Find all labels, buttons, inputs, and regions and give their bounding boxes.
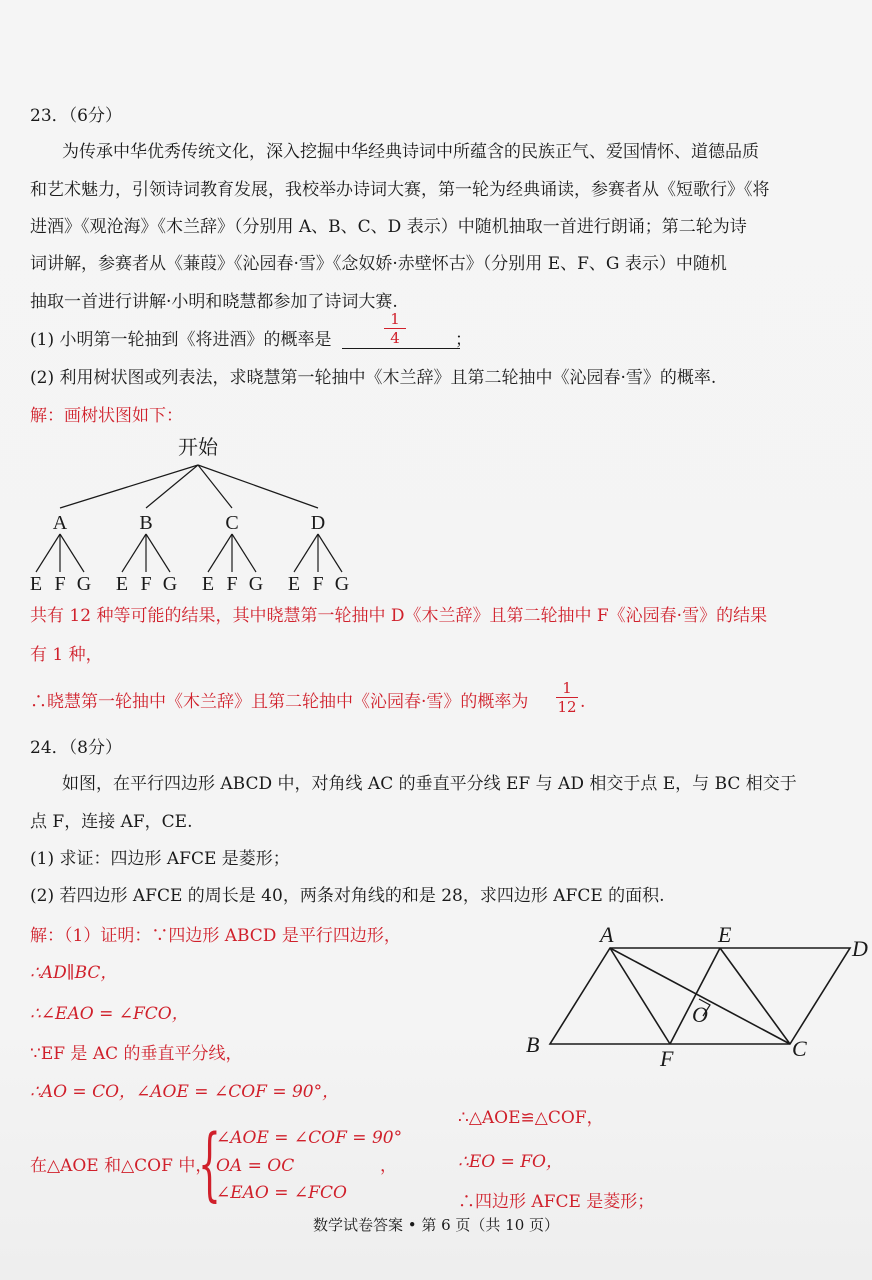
q23-para-line: 为传承中华优秀传统文化，深入挖掘中华经典诗词中所蕴含的民族正气、爱国情怀、道德品质: [62, 142, 759, 162]
proof-line: 解：（1）证明：∵四边形 ABCD 是平行四边形，: [30, 926, 401, 946]
point-c-label: C: [792, 1036, 807, 1061]
q24-part1: (1) 求证：四边形 AFCE 是菱形；: [30, 849, 290, 869]
tree-leaf: E: [29, 573, 43, 595]
proof-line: ∵EF 是 AC 的垂直平分线，: [30, 1044, 243, 1064]
result-line: 有 1 种，: [30, 645, 103, 665]
q23-para-line: 抽取一首进行讲解·小明和晓慧都参加了诗词大赛.: [30, 292, 398, 312]
system-line: ∠EAO = ∠FCO: [216, 1183, 347, 1203]
q24-header: 24．（8分）: [30, 738, 122, 758]
q23-part1: (1) 小明第一轮抽到《将进酒》的概率是: [30, 330, 332, 350]
fraction-denominator: 12: [557, 698, 577, 716]
congruence-line: ∴四边形 AFCE 是菱形；: [458, 1192, 655, 1212]
system-brace: {: [198, 1117, 221, 1210]
conclusion-period: .: [580, 692, 586, 712]
tree-leaf: G: [334, 573, 350, 595]
tree-node-a: A: [52, 512, 68, 534]
proof-line: ∴∠EAO = ∠FCO，: [30, 1004, 189, 1024]
q23-para-line: 和艺术魅力，引领诗词教育发展，我校举办诗词大赛，第一轮为经典诵读，参赛者从《短歌行》《将: [30, 180, 770, 200]
part1-semicolon: ；: [455, 330, 472, 350]
tree-node-d: D: [310, 512, 326, 534]
result-line: 共有 12 种等可能的结果，其中晓慧第一轮抽中 D《木兰辞》且第二轮抽中 F《沁园春·雪》的结果: [30, 606, 768, 626]
tree-diagram: [20, 430, 380, 600]
parallelogram-figure: [520, 918, 872, 1078]
tree-leaf: G: [162, 573, 178, 595]
part1-answer-fraction: [384, 311, 406, 346]
tree-leaf: F: [226, 573, 238, 595]
fraction-numerator: 1: [562, 679, 572, 697]
q23-header: 23．（6分）: [30, 106, 122, 126]
point-o-label: O: [692, 1002, 708, 1027]
tree-leaf: E: [115, 573, 129, 595]
tree-leaf: F: [312, 573, 324, 595]
tree-node-c: C: [225, 512, 239, 534]
q23-solution-intro: 解：画树状图如下：: [30, 406, 183, 426]
tree-leaf: E: [201, 573, 215, 595]
tree-leaf: G: [248, 573, 264, 595]
tree-leaf: F: [54, 573, 66, 595]
triangle-intro: 在△AOE 和△COF 中，: [30, 1156, 213, 1176]
point-a-label: A: [600, 922, 614, 947]
q23-para-line: 词讲解，参赛者从《蒹葭》《沁园春·雪》《念奴娇·赤壁怀古》（分别用 E、F、G 表示）中随机: [30, 254, 727, 274]
point-b-label: B: [526, 1032, 540, 1057]
congruence-line: ∴EO = FO，: [458, 1152, 563, 1172]
q24-para-line: 如图，在平行四边形 ABCD 中，对角线 AC 的垂直平分线 EF 与 AD 相交于点 E，与 BC 相交于: [62, 774, 797, 794]
point-e-label: E: [718, 922, 732, 947]
system-line: ∠AOE = ∠COF = 90°: [216, 1128, 403, 1148]
tree-root: 开始: [178, 437, 218, 459]
q23-part2: (2) 利用树状图或列表法，求晓慧第一轮抽中《木兰辞》且第二轮抽中《沁园春·雪》的概率.: [30, 368, 717, 388]
point-d-label: D: [852, 936, 868, 961]
q24-para-line: 点 F，连接 AF，CE.: [30, 812, 193, 832]
system-comma: ，: [380, 1156, 397, 1176]
fraction-numerator: 1: [390, 310, 400, 328]
q24-part2: (2) 若四边形 AFCE 的周长是 40，两条对角线的和是 28，求四边形 AFCE 的面积.: [30, 886, 665, 906]
conclusion-fraction: [556, 680, 578, 715]
page-footer: 数学试卷答案 • 第 6 页（共 10 页）: [312, 1216, 560, 1234]
fraction-denominator: 4: [390, 329, 400, 347]
proof-line: ∴AO = CO，∠AOE = ∠COF = 90°，: [30, 1082, 340, 1102]
q23-conclusion: ∴晓慧第一轮抽中《木兰辞》且第二轮抽中《沁园春·雪》的概率为: [30, 692, 529, 712]
answer-blank: [342, 348, 460, 349]
tree-leaf: G: [76, 573, 92, 595]
tree-leaf: F: [140, 573, 152, 595]
point-f-label: F: [660, 1046, 674, 1071]
tree-leaf: E: [287, 573, 301, 595]
congruence-line: ∴△AOE≌△COF，: [458, 1108, 604, 1128]
tree-node-b: B: [139, 512, 153, 534]
proof-line: ∴AD∥BC，: [30, 963, 118, 983]
system-line: OA = OC: [216, 1156, 295, 1176]
q23-para-line: 进酒》《观沧海》《木兰辞》（分别用 A、B、C、D 表示）中随机抽取一首进行朗诵；第二轮为诗: [30, 217, 747, 237]
